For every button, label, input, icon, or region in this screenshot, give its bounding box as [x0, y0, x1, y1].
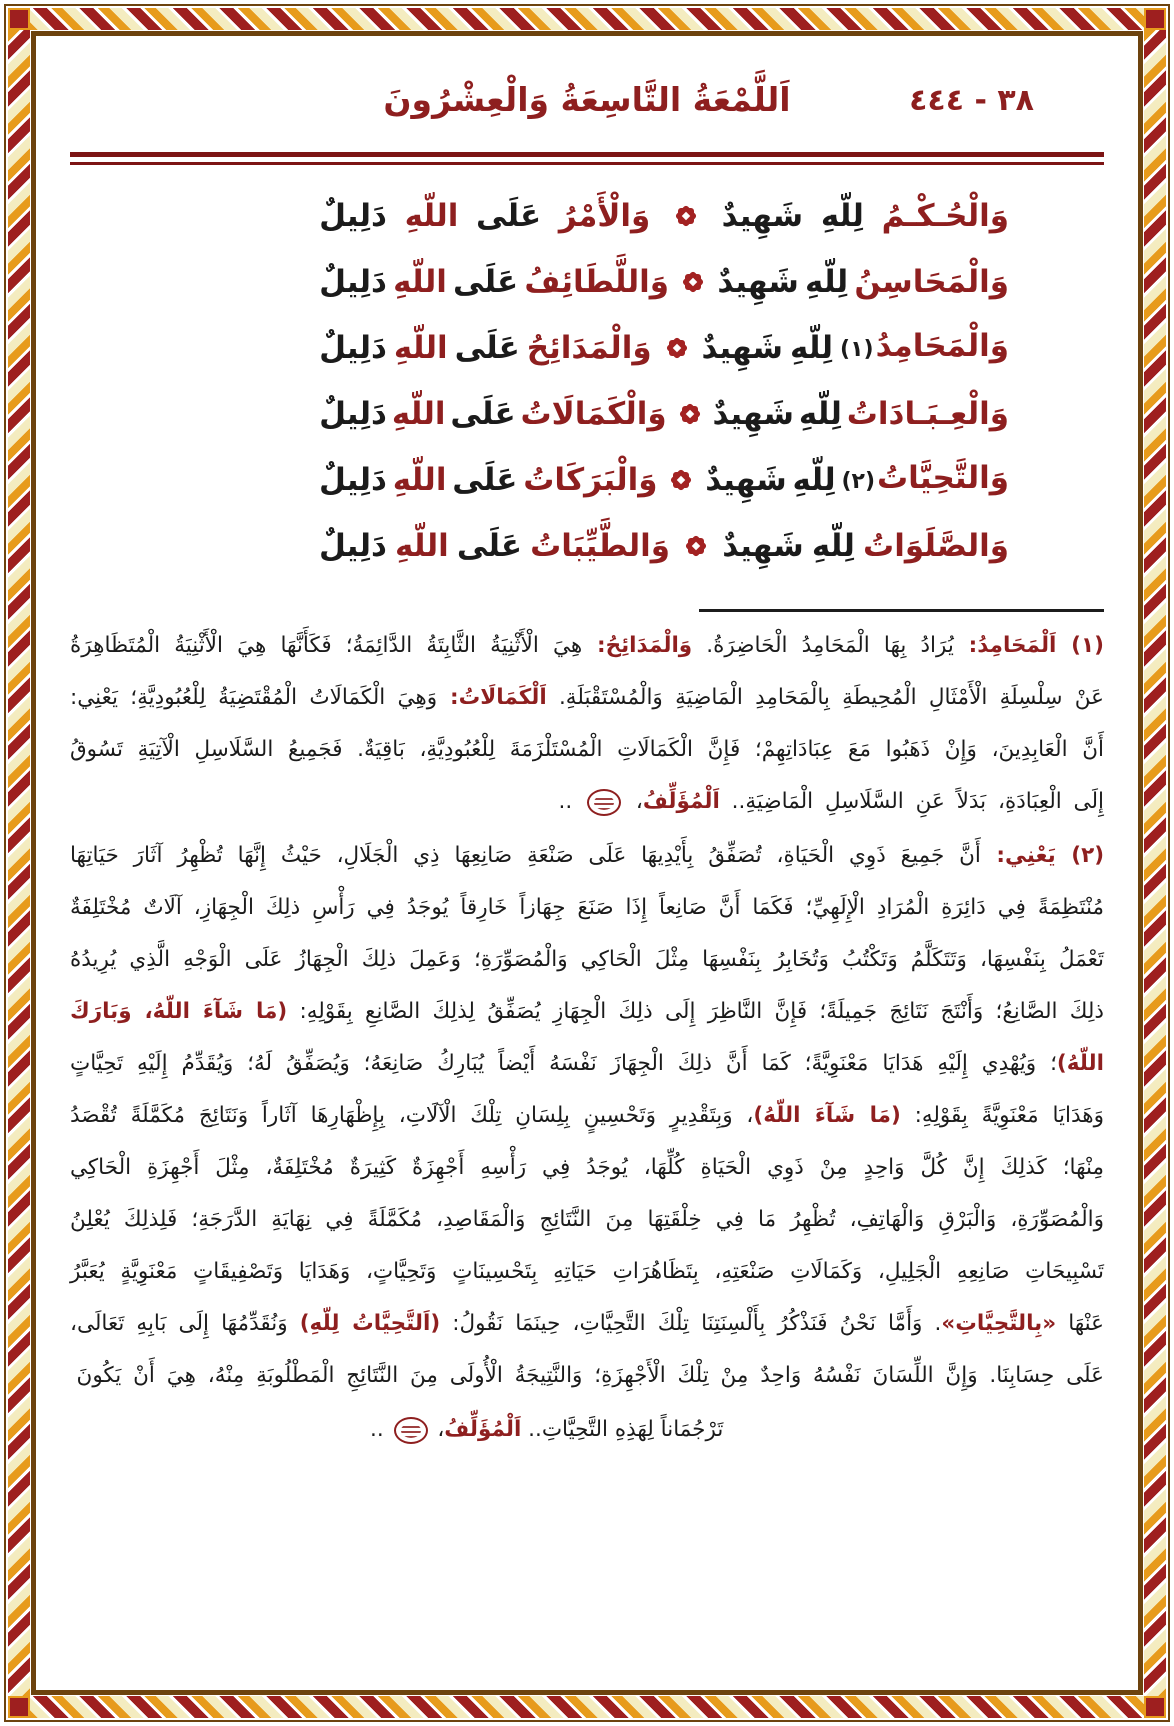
- corner-ornament: [8, 8, 30, 30]
- braid-border-top: [8, 8, 1166, 30]
- verse-word: وَالْمَحَاسِنُ: [854, 264, 1009, 300]
- footnote-text-segment: أَنَّ جَمِيعَ ذَوِي الْحَيَاةِ، تُصَفِّقُ بِأَيْدِيهَا عَلَى صَنْعَةِ صَانِعِهَا ذِي الْجَلَالِ، حَيْثُ إِنَّهَا تُظْهِرُ آثَارَ حَيَاتِهَا مُنْتَظِمَةً فِي دَائِرَةِ الْمُرَادِ الْإِلَهِيِّ؛ فَكَمَا أَنَّ صَانِعاً إِذَا صَنَعَ جِهَازاً خَارِقاً يُوجَدُ فِي رَأْسِ ذلِكَ الْجِهَازِ، آلَاتٌ مُخْتَلِفَةٌ تَعْمَلُ بِنَفْسِهَا، وَتَتَكَلَّمُ وَتَكْتُبُ وَتُخَابِرُ بِنَفْسِهَا مِثْلَ الْحَاكِي وَالْمُصَوِّرَةِ؛ وَعَمِلَ ذلِكَ الْجِهَازُ عَلَى الْوَجْهِ الَّذِي يُرِيدُهُ ذلِكَ الصَّانِعُ؛ وَأَنْتَجَ نَتَائِجَ جَمِيلَةً؛ فَإِنَّ النَّاظِرَ إِلَى ذلِكَ الْجِهَازِ يُصَفِّقُ لِذلِكَ الصَّانِعِ بِقَوْلِهِ:: [70, 843, 1105, 1024]
- footnote-text-segment: ؛ وَيُهْدِي إِلَيْهِ هَدَايَا مَعْنَوِيَّةً؛ كَمَا أَنَّ ذلِكَ الْجِهَازَ نَفْسَهُ أَيْضاً يُبَارِكُ صَانِعَهُ؛ وَيُصَفِّقُ لَهُ؛ وَيُقَدِّمُ إِلَيْهِ تَحِيَّاتٍ وَهَدَايَا مَعْنَوِيَّةً بِقَوْلِهِ:: [70, 1051, 1104, 1128]
- footnote-paragraph: [70, 620, 1104, 828]
- verse-word: شَهِيدٌ: [701, 330, 784, 366]
- verse-word: وَالصَّلَوَاتُ: [863, 528, 1009, 564]
- rub-el-hizb-rosette-icon: [665, 336, 689, 360]
- footnote-text-segment: (مَا شَآءَ اللّهُ): [753, 1103, 901, 1128]
- verse-word: وَالْكَمَالَاتُ: [520, 396, 667, 432]
- verse-word: وَالطَّيِّبَاتُ: [530, 528, 670, 564]
- rub-el-hizb-rosette-icon: [681, 270, 705, 294]
- rub-el-hizb-rosette-icon: [684, 534, 708, 558]
- footnote-text-segment: ، وَبِتَقْدِيرٍ وَتَحْسِينٍ بِلِسَانِ تِلْكَ الْآلَاتِ، بِإِظْهَارِهَا آثَاراً وَنَتَائِجَ مُكَمَّلَةً تُقْصَدُ مِنْهَا؛ كَذلِكَ إِنَّ كُلَّ وَاحِدٍ مِنْ ذَوِي الْحَيَاةِ كُلِّهَا، يُوجَدُ فِي رَأْسِهِ أَجْهِزَةٌ كَثِيرَةٌ مُخْتَلِفَةٌ، مِثْلَ أَجْهِزَةِ الْحَاكِي وَالْمُصَوِّرَةِ، وَالْبَرْقِ وَالْهَاتِفِ، تُظْهِرُ مَا فِي خِلْقَتِهَا مِنَ النَّتَائِجِ وَالْمَقَاصِدِ، مُكَمَّلَةً فِي نِهَايَةِ الدَّرَجَةِ؛ فَلِذلِكَ يُعْلِنُ تَسْبِيحَاتِ صَانِعِهِ الْجَلِيلِ، وَكَمَالَاتِ صَنْعَتِهِ، بِتَظَاهُرَاتِ حَيَاتِهِ بِتَحْسِينَاتٍ وَتَحِيَّاتٍ، وَهَدَايَا وَتَصْفِيقَاتٍ مَعْنَوِيَّةٍ يُعَبَّرُ عَنْهَا: [70, 1103, 1104, 1336]
- verse-word: وَالْمَدَائِحُ: [526, 330, 652, 366]
- footnote-text-segment: (مَا شَآءَ اللّهُ، وَبَارَكَ اللّهُ): [70, 999, 1104, 1076]
- braid-border-bottom: [8, 1696, 1166, 1718]
- page-title: اَللَّمْعَةُ التَّاسِعَةُ وَالْعِشْرُونَ: [383, 80, 791, 119]
- verse-word: اللّهِ: [393, 330, 448, 366]
- footnote-text-segment: ،: [624, 789, 643, 814]
- verse-word: عَلَى: [450, 396, 516, 432]
- footnote-text-segment: . وَأَمَّا نَحْنُ فَنَذْكُرُ بِأَلْسِنَتِنَا تِلْكَ التَّحِيَّاتِ، حِينَمَا نَقُولُ:: [440, 1311, 942, 1336]
- footnote-text-segment: اَلْمَحَامِدُ:: [953, 633, 1057, 658]
- verse-word: دَلِيلٌ: [319, 264, 387, 300]
- verse-word: عَلَى: [476, 198, 542, 234]
- footnote-text-segment: ،: [430, 1417, 445, 1442]
- footnote-text-segment: هِيَ الْأَثْنِيَةُ الثَّابِتَةُ الدَّائِمَةُ؛ فَكَأَنَّهَا هِيَ الْأَثْنِيَةُ الْمُتَظَاهِرَةُ عَنْ سِلْسِلَةِ الْأَمْثَالِ الْمُحِيطَةِ بِالْمَحَامِدِ الْمَاضِيَةِ وَالْمُسْتَقْبَلَةِ.: [70, 633, 1104, 710]
- verse-word: اللّهِ: [394, 528, 449, 564]
- verse-first-word-group: [840, 313, 1009, 383]
- footnotes-section: [70, 620, 1104, 1456]
- verse-word: دَلِيلٌ: [319, 198, 387, 234]
- verse-line: [319, 183, 1009, 249]
- rub-el-hizb-rosette-icon: [674, 204, 698, 228]
- footnote-text-segment: اَلْكَمَالَاتُ:: [437, 685, 547, 710]
- verse-word: وَالْمَحَامِدُ: [875, 328, 1009, 364]
- footnote-text-segment: اَلْمُؤَلِّفُ: [642, 789, 720, 814]
- footnote-text-segment: وَالْمَدَائِحُ:: [582, 633, 693, 658]
- footnote-reference-marker: (٢): [841, 469, 876, 494]
- page-header: [70, 80, 1104, 140]
- verse-word: لِلّهِ: [789, 330, 834, 366]
- verse-first-word-group: [882, 183, 1009, 249]
- verse-word: وَالْحُـكْـمُ: [881, 198, 1009, 234]
- header-double-rule: [70, 152, 1104, 165]
- footnote-text-segment: اَلْمُؤَلِّفُ: [444, 1417, 522, 1442]
- footnote-text-segment: «بِالتَّحِيَّاتِ»: [941, 1311, 1057, 1336]
- rub-el-hizb-rosette-icon: [669, 468, 693, 492]
- footnote-separator-rule: [699, 609, 1104, 612]
- corner-ornament: [1144, 1696, 1166, 1718]
- verse-word: اللّهِ: [393, 264, 447, 300]
- verse-word: عَلَى: [452, 462, 518, 498]
- footnote-text-segment: تَرْجُمَاناً لِهَذِهِ التَّحِيَّاتِ..: [521, 1417, 724, 1442]
- verse-word: دَلِيلٌ: [319, 462, 387, 498]
- verse-first-word-group: [841, 445, 1009, 515]
- footnote-text-segment: وَهِيَ الْكَمَالَاتُ الْمُقْتَضِيَةُ لِلْعُبُودِيَّةِ؛ يَعْنِي: أَنَّ الْعَابِدِينَ، وَإِنْ ذَهَبُوا مَعَ عِبَادَاتِهِمْ؛ فَإِنَّ الْكَمَالَاتِ الْمُسْتَلْزَمَةَ لِلْعُبُودِيَّةِ، بَاقِيَةٌ. فَجَمِيعُ السَّلَاسِلِ الْآتِيَةِ تَسُوقُ إِلَى الْعِبَادَةِ، بَدَلاً عَنِ السَّلَاسِلِ الْمَاضِيَةِ..: [70, 685, 1104, 814]
- verse-word: شَهِيدٌ: [722, 528, 804, 564]
- verse-word: عَلَى: [454, 330, 520, 366]
- verse-line: [319, 447, 1009, 513]
- author-signature-line: [70, 1404, 1104, 1456]
- verse-word: لِلّهِ: [805, 264, 849, 300]
- verse-word: وَالْأَمْرُ: [558, 198, 651, 234]
- verse-word: وَاللَّطَائِفُ: [524, 264, 669, 300]
- verse-word: دَلِيلٌ: [319, 396, 387, 432]
- corner-ornament: [1144, 8, 1166, 30]
- footnote-text-segment: ..: [558, 789, 585, 814]
- verse-word: لِلّهِ: [792, 462, 836, 498]
- verse-word: اللّهِ: [404, 198, 459, 234]
- verse-line: [319, 315, 1009, 381]
- footnote-text-segment: يُرَادُ بِهَا الْمَحَامِدُ الْحَاضِرَةُ.: [692, 633, 954, 658]
- rub-el-hizb-rosette-icon: [678, 402, 702, 426]
- circular-author-seal-icon: [587, 789, 621, 816]
- footnote-text-segment: يَعْنِي:: [980, 843, 1056, 868]
- footnote-text-segment: ..: [370, 1417, 391, 1442]
- circular-author-seal-icon: [394, 1417, 428, 1444]
- verse-block: [319, 183, 1009, 579]
- verse-first-word-group: [847, 381, 1009, 447]
- verse-word: دَلِيلٌ: [319, 528, 387, 564]
- verse-line: [319, 249, 1009, 315]
- braid-border-left: [8, 8, 30, 1718]
- verse-word: دَلِيلٌ: [319, 330, 387, 366]
- corner-ornament: [8, 1696, 30, 1718]
- verse-line: [319, 513, 1009, 579]
- footnote-text-segment: وَنُقَدِّمُهَا إِلَى بَابِهِ تَعَالَى، عَلَى حِسَابِنَا. وَإِنَّ اللِّسَانَ نَفْسُهُ وَاحِدٌ مِنْ تِلْكَ الْأَجْهِزَةِ؛ وَالنَّتِيجَةُ الْأُولَى مِنَ النَّتَائِجِ الْمَطْلُوبَةِ مِنْهُ، هِيَ أَنْ يَكُونَ: [70, 1311, 1104, 1388]
- verse-word: لِلّهِ: [798, 396, 842, 432]
- verse-word: عَلَى: [456, 528, 523, 564]
- verse-first-word-group: [854, 249, 1009, 315]
- page-number: ٣٨ - ٤٤٤: [909, 83, 1034, 118]
- verse-word: شَهِيدٌ: [721, 198, 804, 234]
- verse-word: وَالتَّحِيَّاتُ: [877, 460, 1009, 496]
- page-content: [40, 40, 1134, 1686]
- verse-word: عَلَى: [453, 264, 519, 300]
- footnote-text-segment: (٢): [1055, 843, 1105, 868]
- braid-border-right: [1144, 8, 1166, 1718]
- verse-word: وَالْبَرَكَاتُ: [523, 462, 658, 498]
- verse-word: لِلّهِ: [811, 528, 855, 564]
- footnote-text-segment: (١): [1056, 633, 1104, 658]
- verse-first-word-group: [863, 513, 1009, 579]
- footnote-reference-marker: (١): [840, 337, 874, 362]
- verse-line: [319, 381, 1009, 447]
- verse-word: شَهِيدٌ: [717, 264, 799, 300]
- verse-word: اللّهِ: [392, 462, 447, 498]
- footnote-paragraph: [70, 830, 1104, 1402]
- verse-word: شَهِيدٌ: [712, 396, 794, 432]
- footnote-text-segment: (اَلتَّحِيَّاتُ لِلّهِ): [299, 1311, 441, 1336]
- verse-word: وَالْعِـبَـادَاتُ: [846, 396, 1009, 432]
- verse-word: اللّهِ: [391, 396, 446, 432]
- verse-word: لِلّهِ: [820, 198, 864, 234]
- verse-word: شَهِيدٌ: [705, 462, 787, 498]
